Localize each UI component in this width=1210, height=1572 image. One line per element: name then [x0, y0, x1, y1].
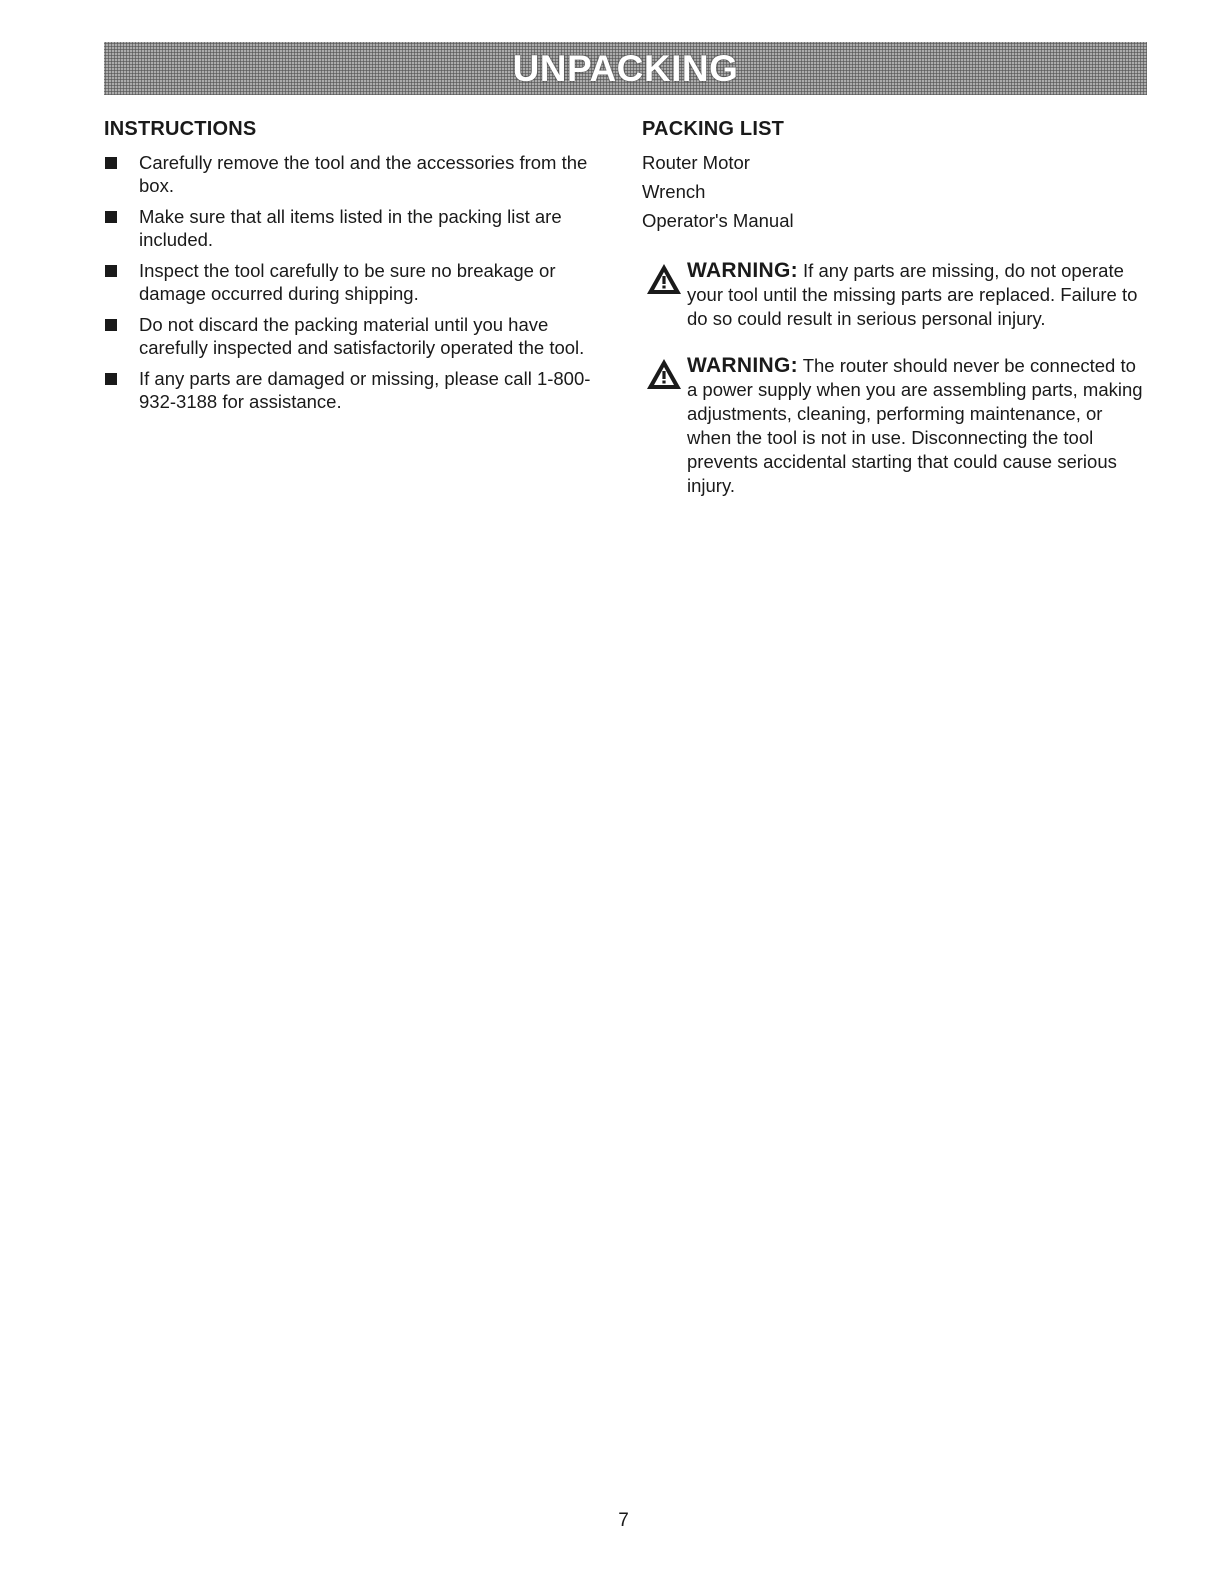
warning-text: The router should never be connected to a power supply when you are assembling parts, making adjustments, cleaning, performing maintenance, or when the tool is not in use. Disconnecting the tool prevents accidental starting that could cause serious injury.: [687, 355, 1143, 496]
list-item: [104, 313, 604, 359]
list-item-text: Carefully remove the tool and the accessories from the box.: [139, 152, 588, 196]
instructions-section: [104, 118, 604, 421]
packing-list-section: [642, 118, 1147, 498]
section-title: UNPACKING: [512, 47, 739, 89]
square-bullet-icon: [105, 319, 117, 331]
warning-triangle-icon: [646, 263, 682, 295]
list-item: [104, 205, 604, 251]
list-item: [104, 259, 604, 305]
instructions-list: [104, 151, 604, 413]
instructions-heading: INSTRUCTIONS: [104, 118, 257, 140]
list-item-text: If any parts are damaged or missing, please call 1-800-932-3188 for assistance.: [139, 368, 591, 412]
square-bullet-icon: [105, 373, 117, 385]
packing-list-item: Router Motor: [642, 152, 750, 173]
warning-missing-parts: [642, 259, 1147, 331]
list-item: [104, 151, 604, 197]
square-bullet-icon: [105, 211, 117, 223]
list-item-text: Do not discard the packing material until you have carefully inspected and satisfactorily operated the tool.: [139, 314, 585, 358]
list-item-text: Make sure that all items listed in the packing list are included.: [139, 206, 562, 250]
page-number: 7: [618, 1510, 629, 1531]
warning-power-supply: [642, 354, 1147, 498]
section-banner: [104, 42, 1147, 95]
list-item: [104, 367, 604, 413]
warning-label: WARNING:: [687, 259, 798, 282]
warning-triangle-icon: [646, 358, 682, 390]
warning-text: If any parts are missing, do not operate your tool until the missing parts are replaced. Failure to do so could result in serious personal injury.: [687, 260, 1138, 329]
warning-label: WARNING:: [687, 354, 798, 377]
square-bullet-icon: [105, 265, 117, 277]
square-bullet-icon: [105, 157, 117, 169]
list-item-text: Inspect the tool carefully to be sure no breakage or damage occurred during shipping.: [139, 260, 556, 304]
packing-list-heading: PACKING LIST: [642, 118, 785, 140]
packing-list-item: Operator's Manual: [642, 210, 794, 231]
packing-list-item: Wrench: [642, 181, 706, 202]
